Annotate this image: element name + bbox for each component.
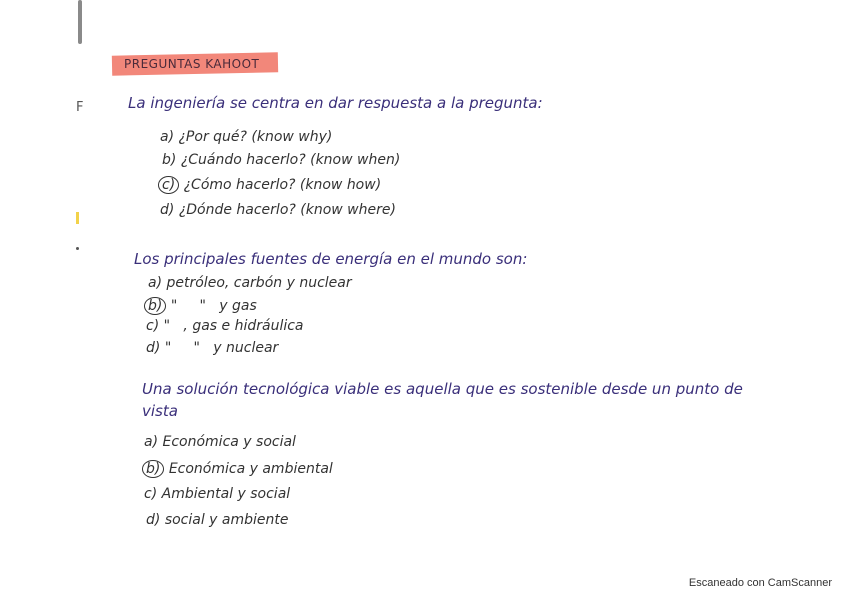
option-text: " , gas e hidráulica (163, 318, 304, 334)
scanner-watermark: Escaneado con CamScanner (688, 577, 832, 589)
option-letter: c) (146, 318, 160, 334)
option-text: Económica y ambiental (168, 461, 333, 477)
option-letter: c) (144, 486, 158, 502)
circled-letter: c) (158, 176, 179, 194)
option-text: ¿Dónde hacerlo? (know where) (178, 202, 396, 218)
circled-letter: b) (142, 460, 164, 478)
option-text: ¿Por qué? (know why) (178, 129, 333, 145)
question-3-option-b (142, 460, 333, 478)
question-3-text-line2: vista (142, 402, 178, 420)
option-text: " " y nuclear (164, 340, 279, 356)
question-3-option-d (146, 512, 289, 528)
option-letter: d) (146, 340, 161, 356)
binder-mark (78, 0, 82, 44)
question-2-option-a (148, 275, 352, 291)
option-text: Económica y social (162, 434, 296, 450)
option-letter: d) (146, 512, 161, 528)
question-2-option-b (144, 297, 257, 315)
question-3-text: Una solución tecnológica viable es aquella que es sostenible desde un punto de (142, 380, 743, 398)
question-2-option-d (146, 340, 278, 356)
question-1-option-c (158, 176, 381, 194)
option-text: social y ambiente (164, 512, 289, 528)
option-text: ¿Cuándo hacerlo? (know when) (180, 152, 401, 168)
margin-letter: F (76, 100, 84, 115)
option-text: ¿Cómo hacerlo? (know how) (183, 177, 382, 193)
margin-dot (76, 247, 79, 250)
option-letter: a) (160, 129, 175, 145)
question-1-option-b (162, 152, 400, 168)
question-1-text: La ingeniería se centra en dar respuesta a la pregunta: (128, 94, 543, 112)
question-3-option-c (144, 486, 290, 502)
highlight-mark (76, 212, 79, 224)
option-text: " " y gas (170, 298, 257, 314)
option-letter: b) (162, 152, 177, 168)
option-text: Ambiental y social (161, 486, 291, 502)
question-2-text: Los principales fuentes de energía en el mundo son: (134, 250, 528, 268)
circled-letter: b) (144, 297, 166, 315)
option-letter: d) (160, 202, 175, 218)
question-1-option-a (160, 129, 332, 145)
option-letter: a) (144, 434, 159, 450)
question-3-option-a (144, 434, 296, 450)
page-title: PREGUNTAS KAHOOT (124, 57, 260, 71)
option-letter: a) (148, 275, 163, 291)
question-2-option-c (146, 318, 304, 334)
question-1-option-d (160, 202, 396, 218)
option-text: petróleo, carbón y nuclear (166, 275, 352, 291)
